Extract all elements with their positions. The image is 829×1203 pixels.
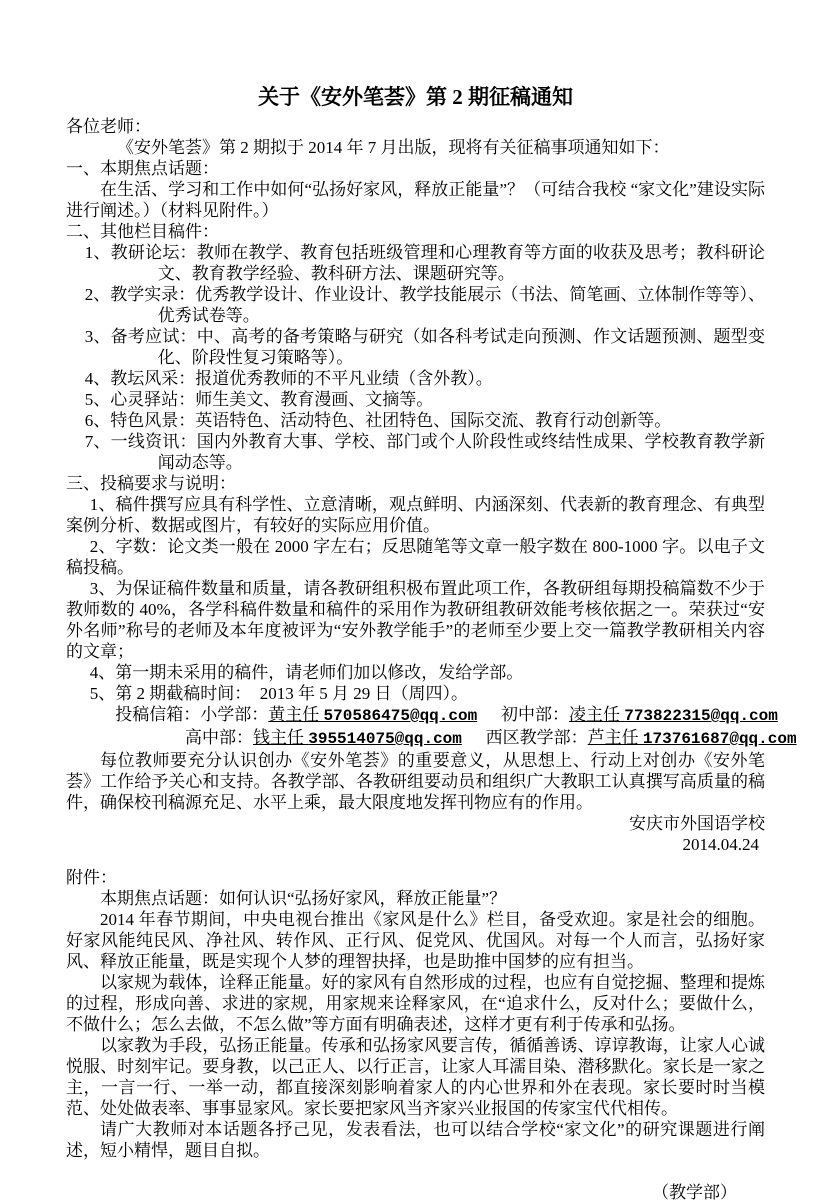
contact-email: 395514075@qq.com [308,730,462,748]
attachment-paragraph: 以家教为手段，弘扬正能量。传承和弘扬家风要言传，循循善诱、谆谆教诲，让家人心诚悦服、时刻牢记。要身教，以己正人、以行正言，让家人耳濡目染、潜移默化。家长是一家之主，一言一行、一举一动，都直接深刻影响着家人的内心世界和外在表现。家长要时时当模范、处处做表率、事事显家风。家长要把家风当齐家兴业报国的传家宝代代相传。 [66,1036,765,1118]
section-item [66,536,765,578]
contact-email: 570586475@qq.com [323,707,478,725]
section-item [66,368,765,389]
section2-heading: 二、其他栏目稿件： [66,222,219,241]
attachment-signature: （教学部） [652,1183,737,1202]
item-number: 5、 [89,684,116,703]
mailbox-entry [185,727,462,750]
attachment-paragraph: 以家规为载体，诠释正能量。好的家风有自然形成的过程，也应有自觉挖掘、整理和提炼的过程，形成向善、求进的家规，用家规来诠释家风，在“追求什么，反对什么；要做什么，不做什么；怎么去做，不怎么做”等方面有明确表述，这样才更有利于传承和弘扬。 [66,973,765,1034]
attachment-paragraph: 2014 年春节期间，中央电视台推出《家风是什么》栏目，备受欢迎。家是社会的细胞。好家风能纯民风、净社风、转作风、正行风、促党风、优国风。对每一个人而言，弘扬好家风、释放正能量，既是实现个人梦的理智抉择，也是助推中国梦的应有担当。 [66,910,765,971]
item-number: 5、 [84,390,111,409]
contact-name: 芦主任 [587,728,643,747]
section1-body: 在生活、学习和工作中如何“弘扬好家风，释放正能量”？（可结合我校 “家文化”建设实际进行阐述。）（材料见附件。） [66,180,765,220]
section-item [66,683,765,704]
item-text: 国内外教育大事、学校、部门或个人阶段性或终结性成果、学校教育教学新闻动态等。 [157,432,766,472]
closing-paragraph: 每位教师要充分认识创办《安外笔荟》的重要意义，从思想上、行动上对创办《安外笔荟》工作给予关心和支持。各教学部、各教研组要动员和组织广大教职工认真撰写高质量的稿件，确保校刊稿源充足、水平上乘，最大限度地发挥刊物应有的作用。 [66,751,765,812]
item-text: 稿件撰写应具有科学性、立意清晰，观点鲜明、内涵深刻、代表新的教育理念、有典型案例分析、数据或图片，有较好的实际应用价值。 [66,495,766,535]
item-label: 教研论坛： [110,243,197,262]
intro-paragraph: 《安外笔荟》第 2 期拟于 2014 年 7 月出版，现将有关征稿事项通知如下： [117,138,670,157]
item-text: 第一期未采用的稿件，请老师们加以修改，发给学部。 [115,663,524,682]
attachment-paragraph: 请广大教师对本话题各抒己见，发表看法，也可以结合学校“家文化”的研究课题进行阐述，短小精悍，题目自拟。 [66,1120,765,1160]
item-text: 字数：论文类一般在 2000 字左右；反思随笔等文章一般字数在 800-1000 字。以电子文稿投稿。 [66,537,765,577]
contact [588,728,797,747]
contact [253,728,462,747]
section3-item-list [66,494,765,704]
salutation: 各位老师： [66,117,151,136]
dept-label: 初中部： [500,705,569,724]
attachment-label: 附件： [66,868,117,887]
item-number: 3、 [84,327,111,346]
document-title: 关于《安外笔荟》第 2 期征稿通知 [258,85,573,109]
attachment-topic: 本期焦点话题：如何认识“弘扬好家风，释放正能量”？ [100,889,507,908]
contact [268,705,477,724]
item-label: 特色风景： [110,411,196,430]
signature-org: 安庆市外国语学校 [629,814,765,833]
contact-name: 钱主任 [253,728,309,747]
item-number: 1、 [84,243,111,262]
section-item [66,431,765,473]
dept-label: 西区教学部： [485,728,588,747]
item-number: 1、 [89,495,116,514]
section-item [66,578,765,662]
item-label: 一线资讯： [110,432,197,451]
mailbox-entry [486,727,797,750]
mailbox-label: 投稿信箱： [115,705,201,724]
section-item [66,284,765,326]
item-label: 备考应试： [110,327,197,346]
section-item [66,326,765,368]
contact-email: 173761687@qq.com [642,730,797,748]
item-text: 优秀教学设计、作业设计、教学技能展示（书法、简笔画、立体制作等等）、优秀试卷等。 [157,285,766,325]
item-number: 4、 [89,663,116,682]
mailbox-block [66,704,797,750]
item-text: 为保证稿件数量和质量，请各教研组积极布置此项工作，各教研组每期投稿篇数不少于教师数的 40%，各学科稿件数量和稿件的采用作为教研组教研效能考核依据之一。荣获过“安外名师”称号的老师及本年度被评为“安外教学能手”的老师至少要上交一篇教学教研相关内容的文章； [66,579,766,661]
document-page [66,84,797,1203]
section-item [66,410,765,431]
item-label: 教学实录： [110,285,196,304]
mailbox-row [185,727,797,750]
item-text: 报道优秀教师的不平凡业绩（含外教）。 [195,369,493,388]
section-item [66,494,765,536]
contact-name: 凌主任 [568,705,625,724]
item-number: 2、 [84,285,111,304]
item-label: 教坛风采： [110,369,196,388]
section2-item-list [66,242,765,473]
signature-date: 2014.04.24 [682,835,759,854]
section-item [66,662,765,683]
item-number: 6、 [84,411,111,430]
item-text: 教师在教学、教育包括班级管理和心理教育等方面的收获及思考；教科研论文、教育教学经验、教科研方法、课题研究等。 [157,243,766,283]
attachment-paragraph-list [66,909,765,1161]
contact-email: 773822315@qq.com [624,707,778,725]
section-item [66,242,765,284]
dept-label: 小学部： [200,705,269,724]
item-number: 4、 [84,369,111,388]
item-label: 心灵驿站： [110,390,196,409]
mailbox-entry [501,704,778,727]
item-text: 第 2 期截稿时间： 2013 年 5 月 29 日（周四）。 [115,684,469,703]
contact-name: 黄主任 [268,705,324,724]
section3-heading: 三、投稿要求与说明： [66,474,236,493]
item-text: 师生美文、教育漫画、文摘等。 [195,390,434,409]
item-number: 3、 [89,579,116,598]
item-number: 2、 [89,537,116,556]
item-text: 英语特色、活动特色、社团特色、国际交流、教育行动创新等。 [195,411,672,430]
mailbox-row [115,704,778,727]
mailbox-entry [200,704,477,727]
section-item [66,389,765,410]
section1-heading: 一、本期焦点话题： [66,159,219,178]
dept-label: 高中部： [185,728,253,747]
contact [569,705,778,724]
item-text: 中、高考的备考策略与研究（如各科考试走向预测、作文话题预测、题型变化、阶段性复习策略等）。 [157,327,766,367]
item-number: 7、 [84,432,111,451]
